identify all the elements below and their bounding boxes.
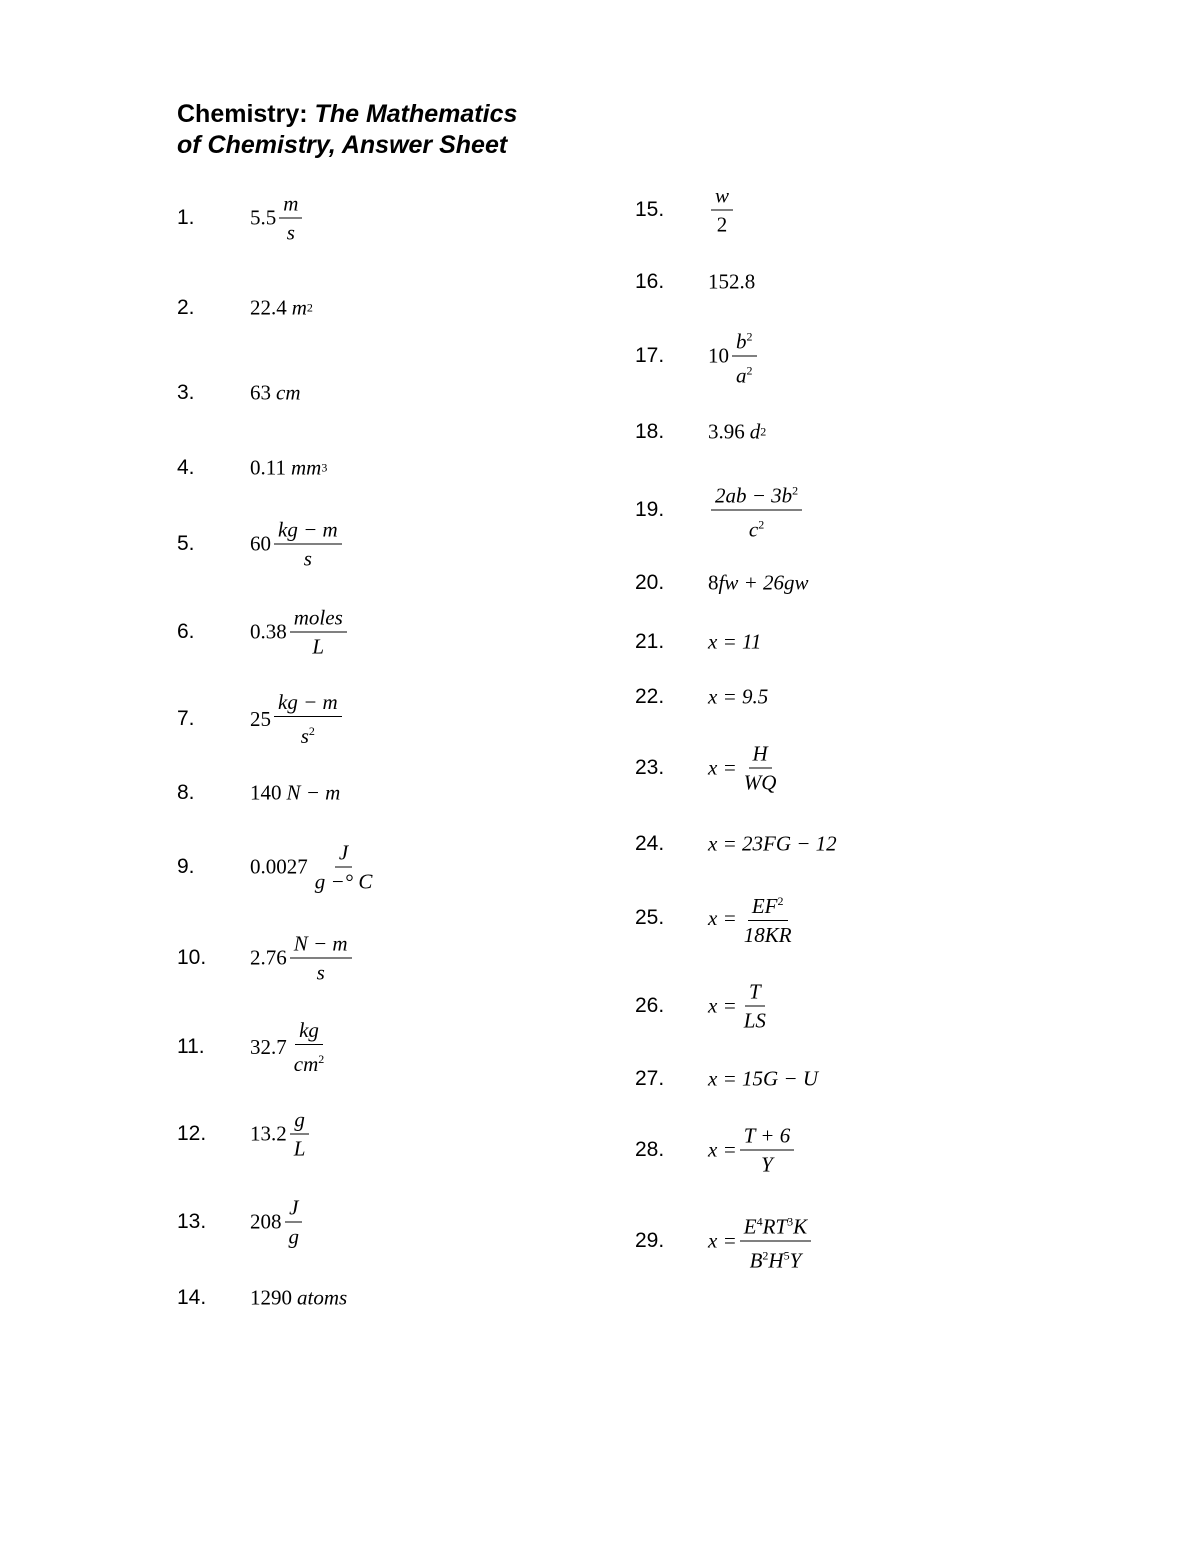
answer-expression: 3.96 d 2	[708, 419, 767, 444]
answer-expression	[708, 479, 805, 542]
item-number: 6.	[177, 620, 195, 643]
item-number: 17.	[635, 344, 665, 367]
item-number: 14.	[177, 1286, 207, 1309]
answer-expression: 140 N − m	[250, 780, 341, 805]
title-italic-line-1: The Mathematics	[314, 100, 518, 128]
item-number: 27.	[635, 1067, 665, 1090]
item-number: 2.	[177, 296, 195, 319]
item-number: 9.	[177, 855, 195, 878]
answer-expression: 5.5 $\frac{m}{s}$	[250, 192, 305, 245]
fraction: $\frac{J}{g}$	[285, 1196, 304, 1249]
item-number: 7.	[177, 707, 195, 730]
item-number: 5.	[177, 532, 195, 555]
item-number: 19.	[635, 498, 665, 521]
fraction: $\frac{J}{g -^\circ C}$	[314, 840, 373, 894]
title-italic-line-2: of Chemistry, Answer Sheet	[177, 131, 508, 159]
fraction: $\frac{kg}{cm^2}$	[293, 1018, 325, 1076]
item-number: 29.	[635, 1229, 665, 1252]
fraction: $\frac{2ab - 3b^2}{c^2}$	[711, 479, 802, 542]
answer-expression: 0.11 mm 3	[250, 455, 328, 480]
answer-expression: x = $\frac{H}{WQ}$	[708, 742, 783, 795]
answer-expression: 0.0027 $\frac{J}{g -^\circ C}$	[250, 841, 379, 894]
answer-expression: x = 23FG − 12	[708, 831, 837, 856]
fraction: $\frac{\text{moles}}{L}$	[290, 606, 347, 659]
item-number: 28.	[635, 1138, 665, 1161]
answer-expression: 0.38 $\frac{\text{moles}}{L}$	[250, 606, 350, 659]
item-number: 24.	[635, 832, 665, 855]
item-number: 16.	[635, 270, 665, 293]
page-title	[177, 99, 517, 161]
answer-expression: x = $\frac{EF^2}{18KR}$	[708, 889, 799, 947]
fraction: $\frac{b^2}{a^2}$	[732, 325, 757, 388]
answer-expression: x = $\frac{E^4RT^3K}{B^2H^5Y}$	[708, 1210, 814, 1273]
fraction: $\frac{EF^2}{18KR}$	[740, 889, 796, 947]
answer-expression: 63 cm	[250, 380, 301, 405]
item-number: 22.	[635, 685, 665, 708]
item-number: 20.	[635, 571, 665, 594]
item-number: 11.	[177, 1035, 205, 1058]
fraction: $\frac{H}{WQ}$	[743, 741, 777, 795]
answer-expression: 13.2 $\frac{g}{L}$	[250, 1108, 312, 1161]
item-number: 23.	[635, 756, 665, 779]
fraction: $\frac{m}{s}$	[279, 192, 302, 245]
item-number: 10.	[177, 946, 207, 969]
item-number: 21.	[635, 630, 665, 653]
fraction: $\frac{kg - m}{s}$	[274, 518, 342, 571]
answer-expression: 2.76 $\frac{N - m}{s}$	[250, 932, 355, 985]
fraction: $\frac{N - m}{s}$	[290, 932, 352, 985]
item-number: 13.	[177, 1210, 207, 1233]
answer-expression: x = 15G − U	[708, 1066, 818, 1091]
answer-expression: x = 9.5	[708, 684, 769, 709]
item-number: 18.	[635, 420, 665, 443]
title-prefix: Chemistry:	[177, 100, 315, 128]
item-number: 15.	[635, 198, 665, 221]
answer-expression: 8 fw + 26gw	[708, 570, 809, 595]
fraction: $\frac{T + 6}{Y}$	[740, 1124, 794, 1177]
answer-expression: 1290 atoms	[250, 1285, 348, 1310]
answer-expression: 60 $\frac{kg - m}{s}$	[250, 518, 345, 571]
answer-expression: 208 $\frac{J}{g}$	[250, 1196, 306, 1249]
answer-expression: 25 $\frac{kg - m}{s^2}$	[250, 690, 345, 748]
item-number: 12.	[177, 1122, 207, 1145]
item-number: 26.	[635, 994, 665, 1017]
item-number: 8.	[177, 781, 195, 804]
item-number: 25.	[635, 906, 665, 929]
fraction: $\frac{w}{2}$	[711, 184, 733, 237]
item-number: 3.	[177, 381, 195, 404]
answer-expression: 10 $\frac{b^2}{a^2}$	[708, 325, 760, 388]
item-number: 4.	[177, 456, 195, 479]
fraction: $\frac{T}{LS}$	[743, 979, 766, 1033]
answer-expression: x = 11	[708, 629, 762, 654]
fraction: $\frac{g}{L}$	[290, 1108, 310, 1161]
answer-expression: x = $\frac{T}{LS}$	[708, 980, 773, 1033]
answer-expression	[708, 184, 736, 237]
answer-expression: 22.4 m 2	[250, 295, 313, 320]
item-number: 1.	[177, 206, 195, 229]
answer-expression: 152.8	[708, 269, 756, 294]
fraction: $\frac{E^4RT^3K}{B^2H^5Y}$	[740, 1210, 811, 1273]
answer-expression: x = $\frac{T + 6}{Y}$	[708, 1124, 797, 1177]
answer-expression: 32.7 $\frac{kg}{cm^2}$	[250, 1018, 331, 1076]
fraction: $\frac{kg - m}{s^2}$	[274, 690, 342, 748]
